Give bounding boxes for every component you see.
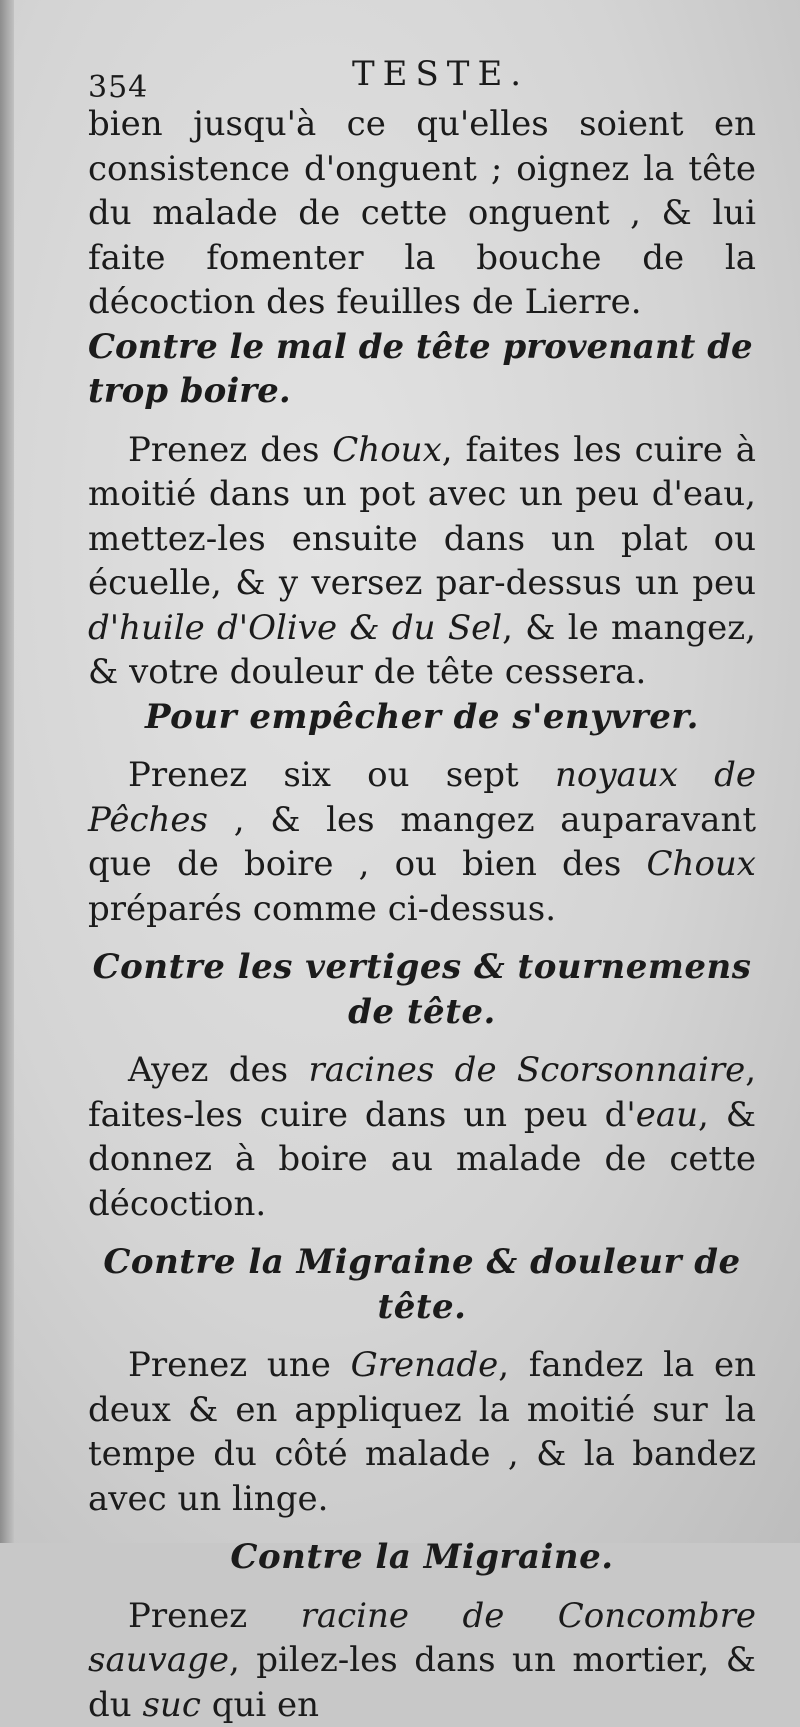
page-header — [0, 40, 800, 100]
section-heading: Contre la Migraine & douleur de tête. — [88, 1240, 756, 1329]
section-paragraph: Prenez des Choux, faites les cuire à moitié dans un pot avec un peu d'eau, mettez-les ensuite dans un plat ou écuelle, & y versez par-dessus un peu d'huile d'Olive & du Sel, & le mangez, & votre douleur de tête cessera. — [88, 428, 756, 695]
section-heading: Contre la Migraine. — [88, 1535, 756, 1580]
page-gutter — [0, 0, 14, 1543]
section-heading: Pour empêcher de s'enyvrer. — [88, 695, 756, 740]
continued-paragraph: bien jusqu'à ce qu'elles soient en consistence d'onguent ; oignez la tête du malade de cette onguent , & lui faite fomenter la bouche de la décoction des feuilles de Lierre. — [88, 102, 756, 325]
page-body — [88, 102, 756, 1727]
section-paragraph: Prenez six ou sept noyaux de Pêches , & les mangez auparavant que de boire , ou bien des Choux préparés comme ci-dessus. — [88, 753, 756, 931]
running-head: TESTE. — [352, 54, 529, 94]
section-heading: Contre les vertiges & tournemens de tête. — [88, 945, 756, 1034]
page-number: 354 — [88, 70, 148, 105]
section-paragraph: Prenez une Grenade, fandez la en deux & en appliquez la moitié sur la tempe du côté malade , & la bandez avec un linge. — [88, 1343, 756, 1521]
section-paragraph: Prenez racine de Concombre sauvage, pilez-les dans un mortier, & du suc qui en — [88, 1594, 756, 1727]
section-heading: Contre le mal de tête provenant de trop boire. — [88, 325, 756, 414]
section-paragraph: Ayez des racines de Scorsonnaire, faites-les cuire dans un peu d'eau, & donnez à boire au malade de cette décoction. — [88, 1048, 756, 1226]
